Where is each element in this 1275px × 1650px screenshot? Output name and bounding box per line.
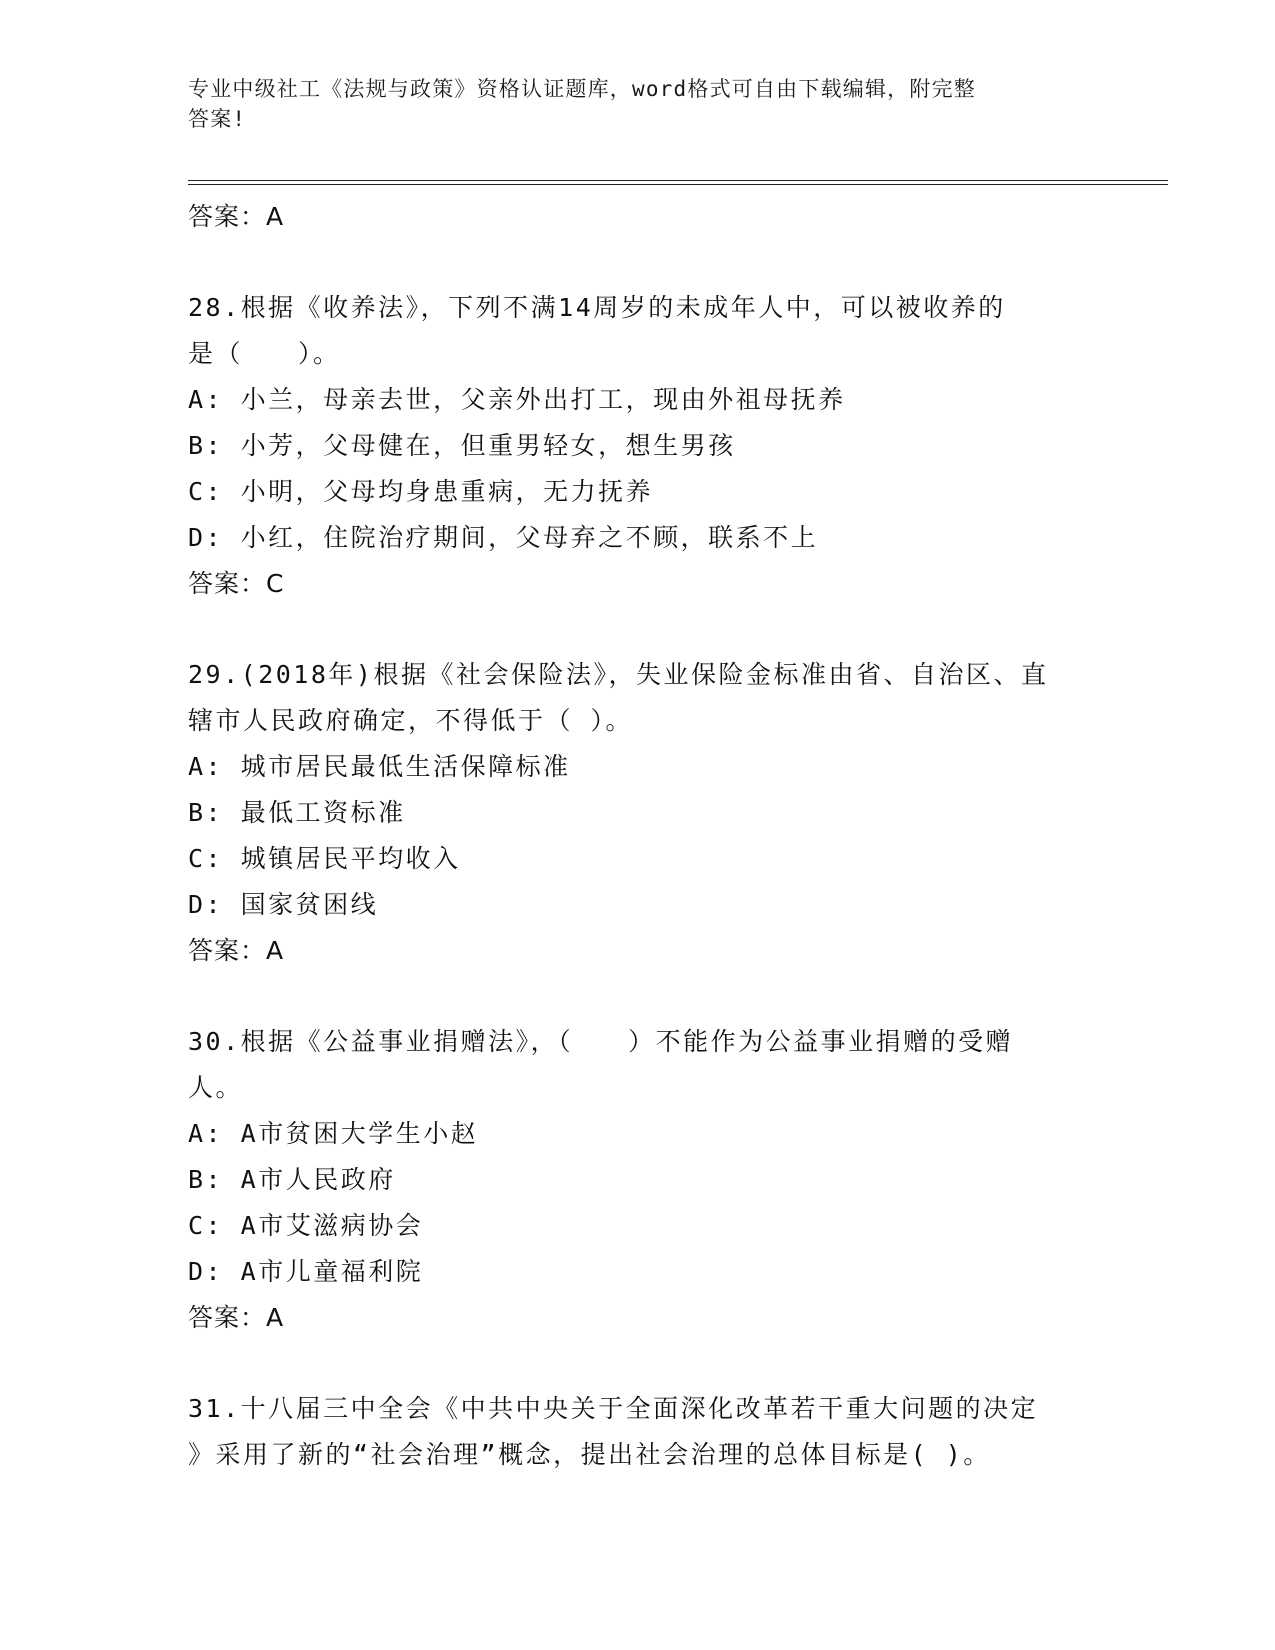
question-29 xyxy=(188,652,1088,974)
option-b: B: A市人民政府 xyxy=(188,1165,396,1194)
answer-q30: 答案：A xyxy=(188,1303,285,1332)
option-a: A: 城市居民最低生活保障标准 xyxy=(188,752,571,781)
option-d: D: 小红，住院治疗期间，父母弃之不顾，联系不上 xyxy=(188,523,819,552)
question-gap xyxy=(188,974,1088,1019)
question-31 xyxy=(188,1386,1088,1478)
option-c: C: 城镇居民平均收入 xyxy=(188,844,461,873)
option-c: C: A市艾滋病协会 xyxy=(188,1211,424,1240)
question-stem: 31.十八届三中全会《中共中央关于全面深化改革若干重大问题的决定 xyxy=(188,1394,1039,1423)
question-gap xyxy=(188,607,1088,652)
answer-q29: 答案：A xyxy=(188,936,285,965)
question-gap xyxy=(188,240,1088,285)
question-stem: 是（ ）。 xyxy=(188,339,341,368)
option-b: B: 小芳，父母健在，但重男轻女，想生男孩 xyxy=(188,431,736,460)
option-c: C: 小明，父母均身患重病，无力抚养 xyxy=(188,477,654,506)
header-line-2: 答案! xyxy=(188,107,247,131)
option-d: D: 国家贫困线 xyxy=(188,890,379,919)
question-stem: 》采用了新的“社会治理”概念，提出社会治理的总体目标是( )。 xyxy=(188,1440,991,1469)
question-stem: 人。 xyxy=(188,1073,244,1102)
question-stem: 30.根据《公益事业捐赠法》，（ ）不能作为公益事业捐赠的受赠 xyxy=(188,1027,1014,1056)
answer-q28: 答案：C xyxy=(188,569,285,598)
option-b: B: 最低工资标准 xyxy=(188,798,406,827)
question-30 xyxy=(188,1019,1088,1341)
header-double-rule xyxy=(188,180,1168,185)
question-gap xyxy=(188,1341,1088,1386)
option-d: D: A市儿童福利院 xyxy=(188,1257,424,1286)
question-stem: 辖市人民政府确定，不得低于（ ）。 xyxy=(188,706,634,735)
option-a: A: A市贫困大学生小赵 xyxy=(188,1119,479,1148)
question-stem: 29.(2018年)根据《社会保险法》，失业保险金标准由省、自治区、直 xyxy=(188,660,1049,689)
question-stem: 28.根据《收养法》，下列不满14周岁的未成年人中，可以被收养的 xyxy=(188,293,1006,322)
header-line-1: 专业中级社工《法规与政策》资格认证题库，word格式可自由下载编辑，附完整 xyxy=(188,77,976,101)
option-a: A: 小兰，母亲去世，父亲外出打工，现由外祖母抚养 xyxy=(188,385,846,414)
question-list xyxy=(188,194,1088,1478)
question-28 xyxy=(188,285,1088,607)
page-header xyxy=(188,74,1088,134)
answer-q27: 答案：A xyxy=(188,202,285,231)
